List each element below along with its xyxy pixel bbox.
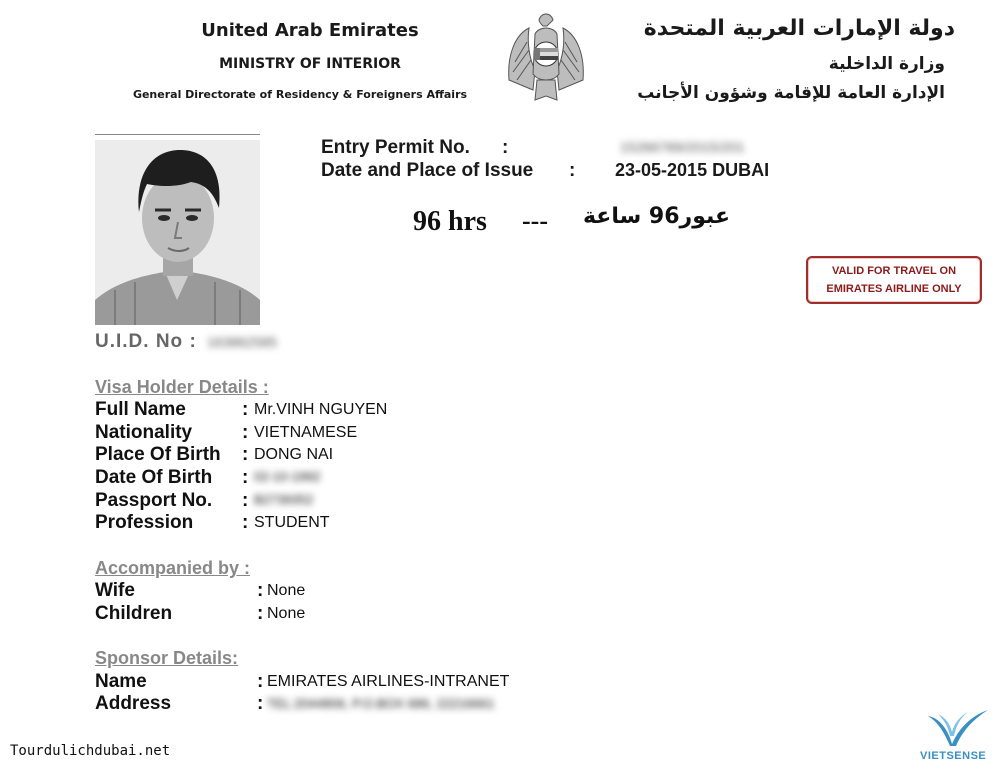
accompanied-title: Accompanied by :: [95, 558, 251, 578]
visa-holder-title: Visa Holder Details :: [95, 377, 269, 397]
entry-permit-value: 15266789/2015/201: [620, 139, 745, 155]
site-watermark: Tourdulichdubai.net: [10, 743, 171, 759]
stamp-line-1: VALID FOR TRAVEL ON: [831, 265, 957, 277]
photo-top-line: [95, 134, 260, 135]
stamp-line-2: EMIRATES AIRLINE ONLY: [826, 283, 962, 295]
passport-no-value: B2739352: [254, 492, 314, 507]
date-of-birth-label: Date Of Birth: [95, 467, 213, 488]
place-of-birth-label: Place Of Birth: [95, 444, 221, 465]
place-of-birth-colon: :: [242, 444, 249, 465]
place-of-birth-value: DONG NAI: [254, 446, 334, 463]
transit-separator: ---: [522, 206, 548, 235]
nationality-colon: :: [242, 422, 249, 443]
vietsense-logo: [916, 708, 996, 764]
children-label: Children: [95, 603, 173, 624]
nationality-label: Nationality: [95, 422, 193, 443]
directorate-ar: الإدارة العامة للإقامة وشؤون الأجانب: [637, 83, 945, 103]
full-name-colon: :: [242, 399, 249, 420]
passport-no-label: Passport No.: [95, 490, 213, 511]
sponsor-address-colon: :: [257, 693, 264, 714]
entry-permit-label: Entry Permit No.: [321, 137, 470, 158]
vietsense-bird-icon: [916, 708, 996, 748]
transit-hours-en: 96 hrs: [413, 206, 487, 237]
country-en: United Arab Emirates: [201, 20, 419, 41]
sponsor-address-value: TEL:2044806, P.O.BOX 686, 22216661: [267, 696, 495, 711]
children-value: None: [267, 605, 306, 622]
country-ar: دولة الإمارات العربية المتحدة: [643, 16, 955, 41]
sponsor-name-colon: :: [257, 671, 264, 692]
uae-emblem: [505, 10, 587, 106]
issue-value: 23-05-2015 DUBAI: [615, 160, 770, 180]
date-of-birth-value: 02-10-1992: [254, 469, 321, 484]
wife-colon: :: [257, 580, 264, 601]
wife-value: None: [267, 582, 306, 599]
directorate-en: General Directorate of Residency & Foreigners Affairs: [132, 88, 468, 101]
sponsor-name-label: Name: [95, 671, 147, 692]
issue-label: Date and Place of Issue: [321, 160, 534, 181]
profession-label: Profession: [95, 512, 194, 533]
date-of-birth-colon: :: [242, 467, 249, 488]
sponsor-title: Sponsor Details:: [95, 648, 239, 668]
wife-label: Wife: [95, 580, 135, 601]
sponsor-address-label: Address: [95, 693, 172, 714]
ministry-en: MINISTRY OF INTERIOR: [219, 56, 401, 72]
falcon-emblem-icon: [505, 10, 587, 106]
sponsor-name-value: EMIRATES AIRLINES-INTRANET: [267, 673, 510, 690]
ministry-ar: وزارة الداخلية: [828, 54, 945, 74]
full-name-value: Mr.VINH NGUYEN: [254, 401, 388, 418]
airline-validity-stamp: [806, 256, 982, 304]
passport-no-colon: :: [242, 490, 249, 511]
uid-label: U.I.D. No :: [95, 331, 197, 352]
full-name-label: Full Name: [95, 399, 186, 420]
profession-value: STUDENT: [254, 514, 330, 531]
vietsense-brand-text: VIETSENSE: [920, 750, 987, 762]
transit-hours-ar: عبور96 ساعة: [582, 204, 730, 229]
profession-colon: :: [242, 512, 249, 533]
uid-value: 163862585: [207, 334, 278, 350]
entry-permit-colon: :: [502, 137, 509, 158]
issue-colon: :: [569, 160, 576, 181]
children-colon: :: [257, 603, 264, 624]
nationality-value: VIETNAMESE: [254, 424, 358, 441]
holder-photo: [95, 140, 260, 325]
